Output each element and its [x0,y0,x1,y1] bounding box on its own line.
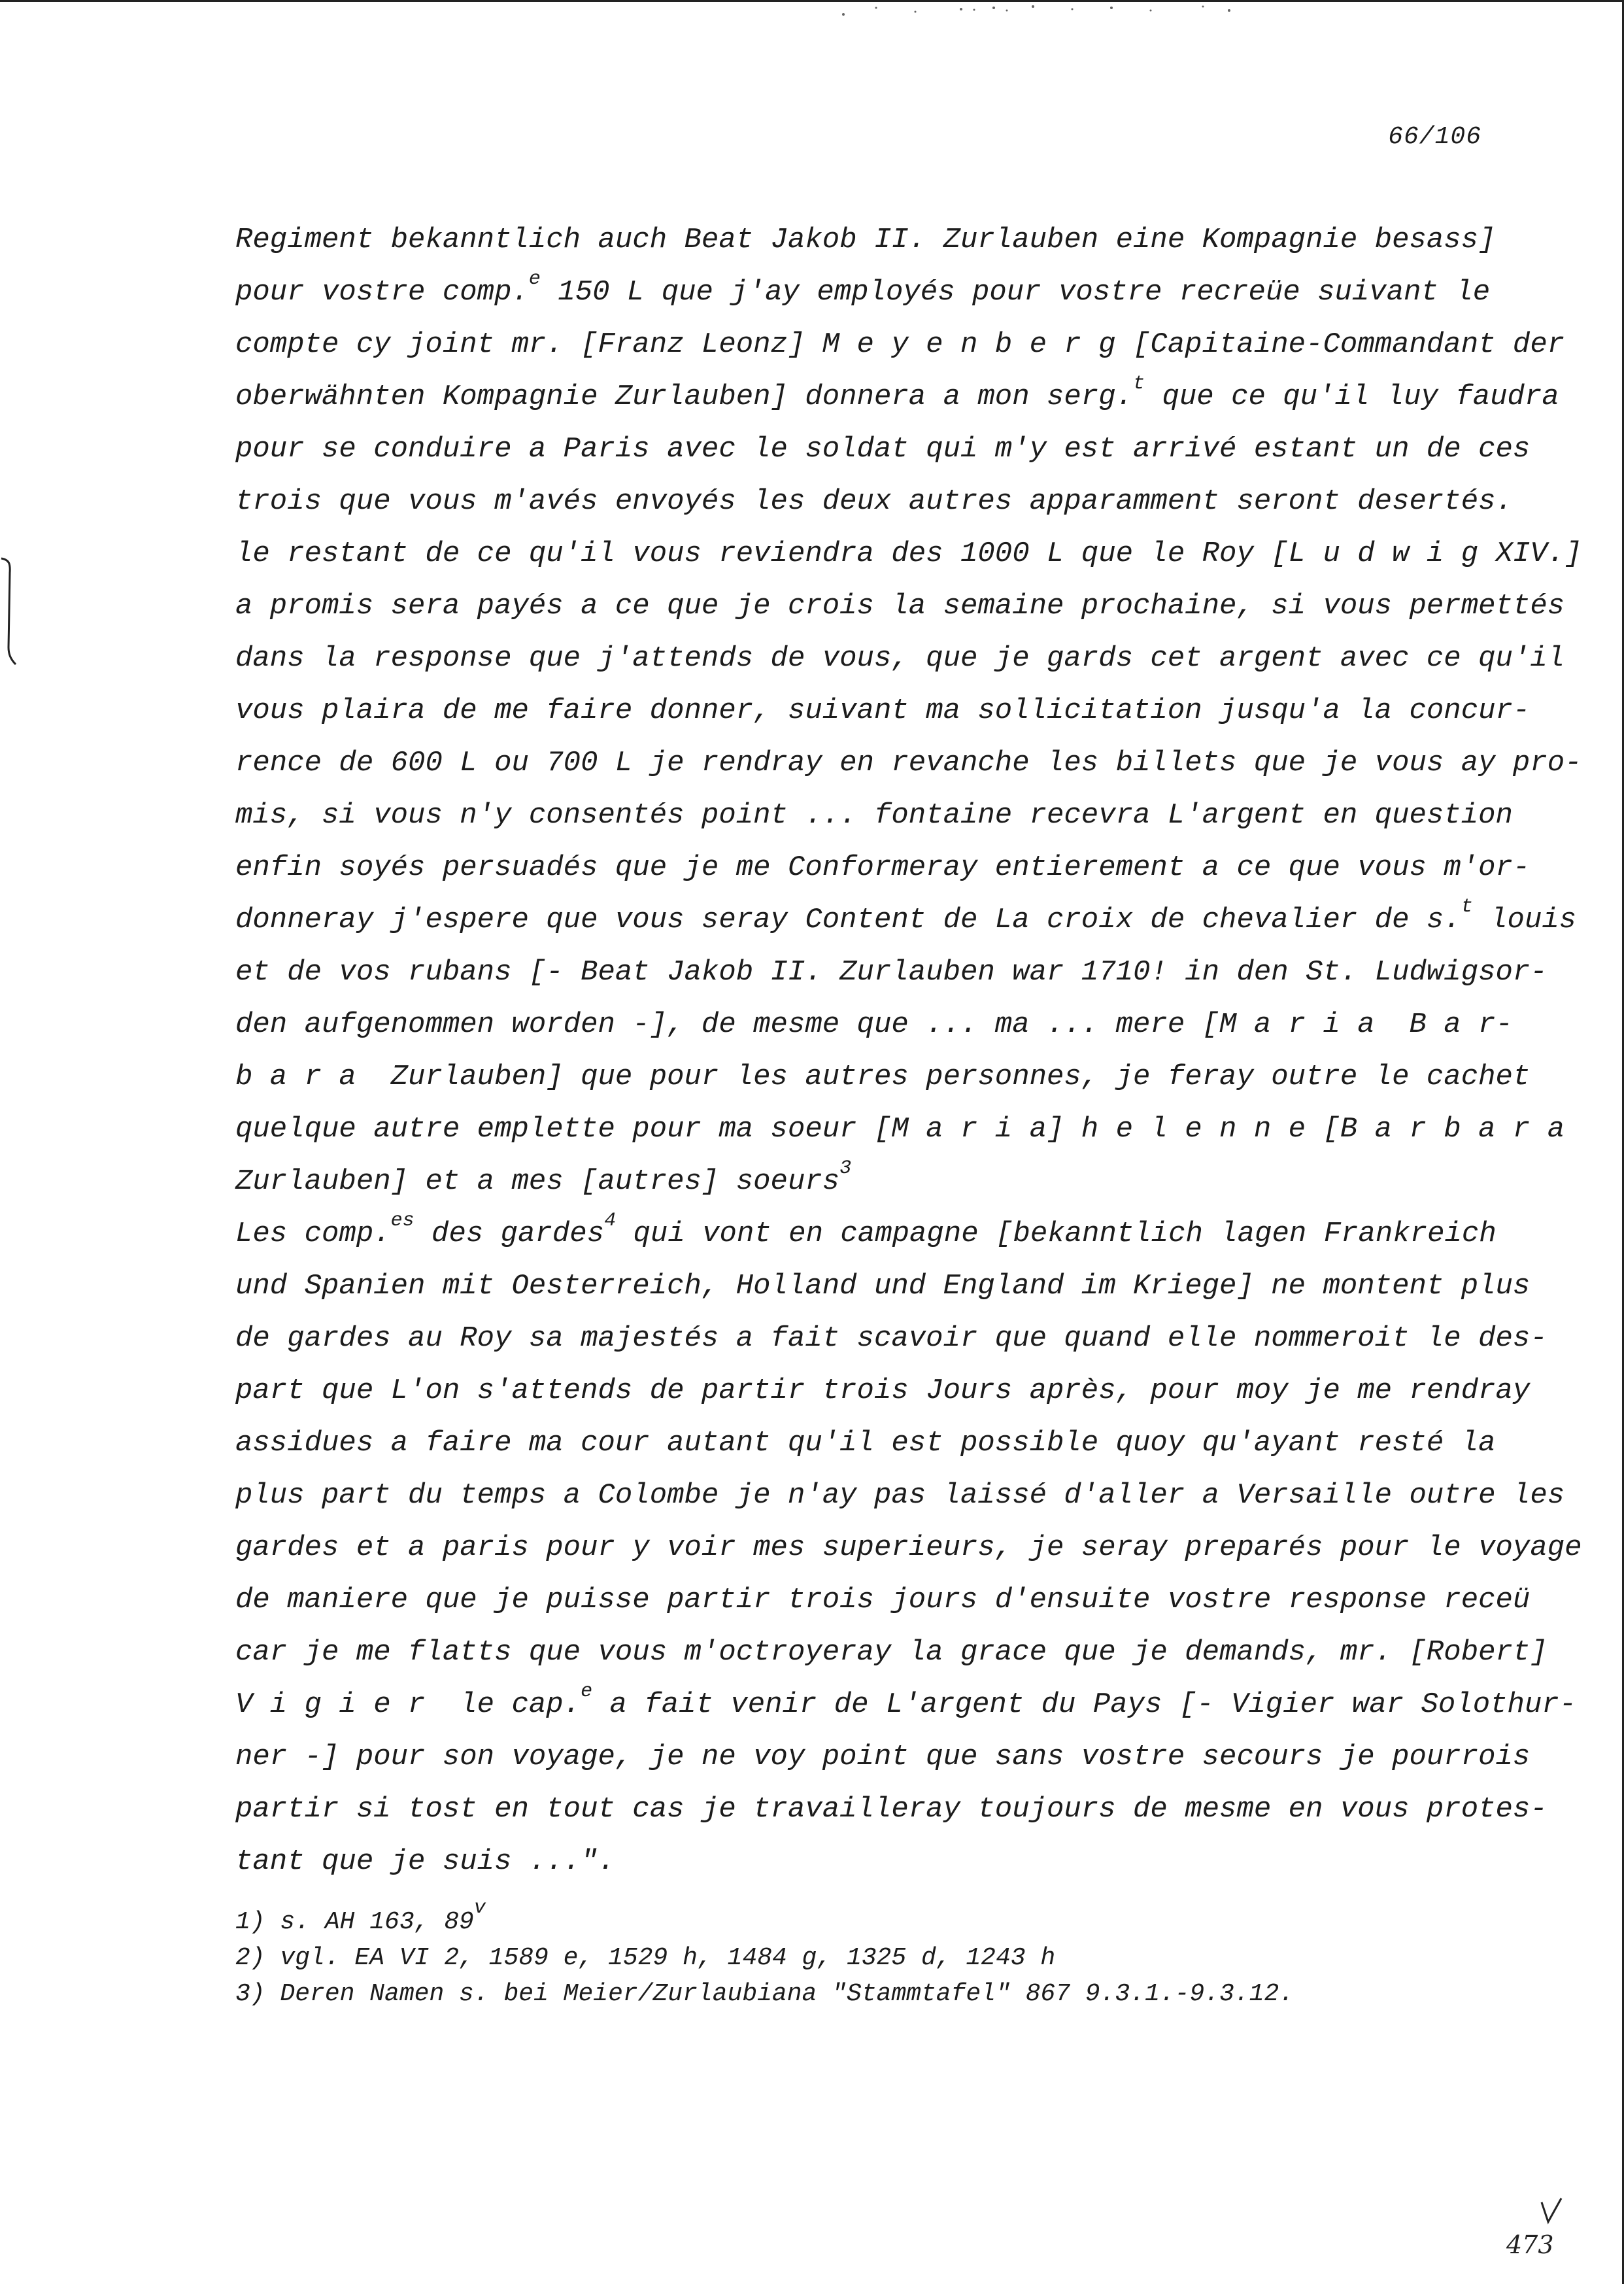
text-line [235,1835,1510,1888]
text-line [235,371,1559,423]
superscript: 3 [839,1157,852,1180]
text-segment: Les comp. [235,1218,391,1250]
text-segment: que ce qu'il luy faudra [1145,381,1559,413]
text-segment: dans la response que j'attends de vous, que je gards cet argent avec ce qu'il [235,642,1565,675]
text-segment: 150 L que j'ay employés pour vostre recreüe suivant le [540,276,1491,309]
handwritten-number: 473 [1506,2230,1554,2259]
footnote [235,1976,1510,2012]
text-segment: a promis sera payés a ce que je crois la semaine prochaine, si vous permettés [235,590,1565,622]
text-line [235,1260,1531,1312]
text-segment: compte cy joint mr. [Franz Leonz] M e y e n b e r g [Capitaine-Commandant der [235,328,1565,361]
text-line [235,998,1513,1051]
text-line [235,528,1582,580]
text-line [235,632,1565,685]
text-line [235,737,1582,789]
text-line [235,1679,1577,1731]
text-segment: 1) s. AH 163, 89 [235,1908,474,1936]
handwritten-annotation [1504,2197,1576,2259]
superscript: e [581,1680,593,1703]
text-line [235,1522,1582,1574]
text-segment: part que L'on s'attends de partir trois Jours après, pour moy je me rendray [235,1374,1531,1407]
text-segment: pour vostre comp. [235,276,529,309]
superscript: e [528,268,541,290]
text-segment: Regiment bekanntlich auch Beat Jakob II. Zurlauben eine Kompagnie besass] [235,224,1496,256]
letter-body [235,214,1582,1888]
text-segment: de maniere que je puisse partir trois jours d'ensuite vostre response receü [235,1584,1531,1616]
text-segment: tant que je suis ...". [235,1845,615,1878]
superscript: t [1133,373,1145,395]
text-segment: a fait venir de L'argent du Pays [- Vigier war Solothur- [592,1688,1577,1721]
superscript: v [473,1897,486,1919]
footnotes [235,1897,1510,2012]
text-segment: qui vont en campagne [bekanntlich lagen Frankreich [616,1218,1497,1250]
text-segment: pour se conduire a Paris avec le soldat qui m'y est arrivé estant un de ces [235,433,1531,466]
superscript: 4 [604,1210,617,1232]
page-number: 66/106 [1388,123,1481,151]
text-line [235,580,1565,632]
text-line [235,475,1513,528]
text-segment: den aufgenommen worden -], de mesme que ... ma ... mere [M a r i a B a r- [235,1008,1513,1041]
footnote [235,1897,1510,1940]
text-line [235,1626,1548,1679]
text-segment: Zurlauben] et a mes [autres] soeurs [235,1165,840,1198]
text-line [235,1051,1531,1103]
text-line [235,789,1513,842]
text-segment: gardes et a paris pour y voir mes superieurs, je seray preparés pour le voyage [235,1531,1582,1564]
text-line [235,685,1531,737]
text-segment: le restant de ce qu'il vous reviendra des 1000 L que le Roy [L u d w i g XIV.] [235,537,1582,570]
text-line [235,1469,1565,1522]
text-line [235,266,1510,318]
text-segment: 3) Deren Namen s. bei Meier/Zurlaubiana "Stammtafel" 867 9.3.1.-9.3.12. [235,1980,1294,2008]
text-segment: und Spanien mit Oesterreich, Holland und England im Kriege] ne montent plus [235,1270,1531,1303]
text-segment: quelque autre emplette pour ma soeur [M a r i a] h e l e n n e [B a r b a r a [235,1113,1565,1146]
text-line [235,1731,1531,1783]
text-line [235,1312,1548,1365]
margin-bracket-mark [0,556,17,667]
text-line [235,318,1565,371]
text-segment: V i g i e r le cap. [235,1688,581,1721]
text-segment: assidues a faire ma cour autant qu'il est possible quoy qu'ayant resté la [235,1427,1496,1459]
text-line [235,894,1577,946]
text-line [235,1783,1548,1835]
text-segment: de gardes au Roy sa majestés a fait scavoir que quand elle nommeroit le des- [235,1322,1548,1355]
text-line [235,1155,1510,1208]
scan-noise [837,0,1262,22]
footnote [235,1940,1510,1976]
text-line [235,1574,1531,1626]
text-segment: enfin soyés persuadés que je me Conformeray entierement a ce que vous m'or- [235,851,1531,884]
text-line [235,946,1548,998]
text-segment: b a r a Zurlauben] que pour les autres personnes, je feray outre le cachet [235,1061,1531,1093]
text-segment: des gardes [414,1218,605,1250]
text-segment: trois que vous m'avés envoyés les deux autres apparamment seront desertés. [235,485,1513,518]
text-segment: 2) vgl. EA VI 2, 1589 e, 1529 h, 1484 g, 1325 d, 1243 h [235,1944,1056,1972]
text-segment: donneray j'espere que vous seray Content de La croix de chevalier de s. [235,904,1461,936]
text-segment: rence de 600 L ou 700 L je rendray en revanche les billets que je vous ay pro- [235,747,1582,779]
text-line [235,1103,1565,1155]
text-segment: et de vos rubans [- Beat Jakob II. Zurlauben war 1710! in den St. Ludwigsor- [235,956,1548,989]
text-line [235,423,1531,475]
text-segment: oberwähnten Kompagnie Zurlauben] donnera a mon serg. [235,381,1134,413]
text-segment: car je me flatts que vous m'octroyeray la grace que je demands, mr. [Robert] [235,1636,1548,1669]
text-segment: mis, si vous n'y consentés point ... fontaine recevra L'argent en question [235,799,1513,832]
text-segment: louis [1472,904,1577,936]
text-segment: plus part du temps a Colombe je n'ay pas laissé d'aller a Versaille outre les [235,1479,1565,1512]
text-segment: partir si tost en tout cas je travailleray toujours de mesme en vous protes- [235,1793,1548,1826]
text-line [235,842,1531,894]
text-line [235,1365,1531,1417]
text-line [235,1417,1510,1469]
superscript: es [390,1210,414,1232]
text-line [235,1208,1510,1260]
text-line [235,214,1510,266]
superscript: t [1461,896,1473,918]
text-segment: vous plaira de me faire donner, suivant ma sollicitation jusqu'a la concur- [235,694,1531,727]
text-segment: ner -] pour son voyage, je ne voy point que sans vostre secours je pourrois [235,1741,1531,1773]
